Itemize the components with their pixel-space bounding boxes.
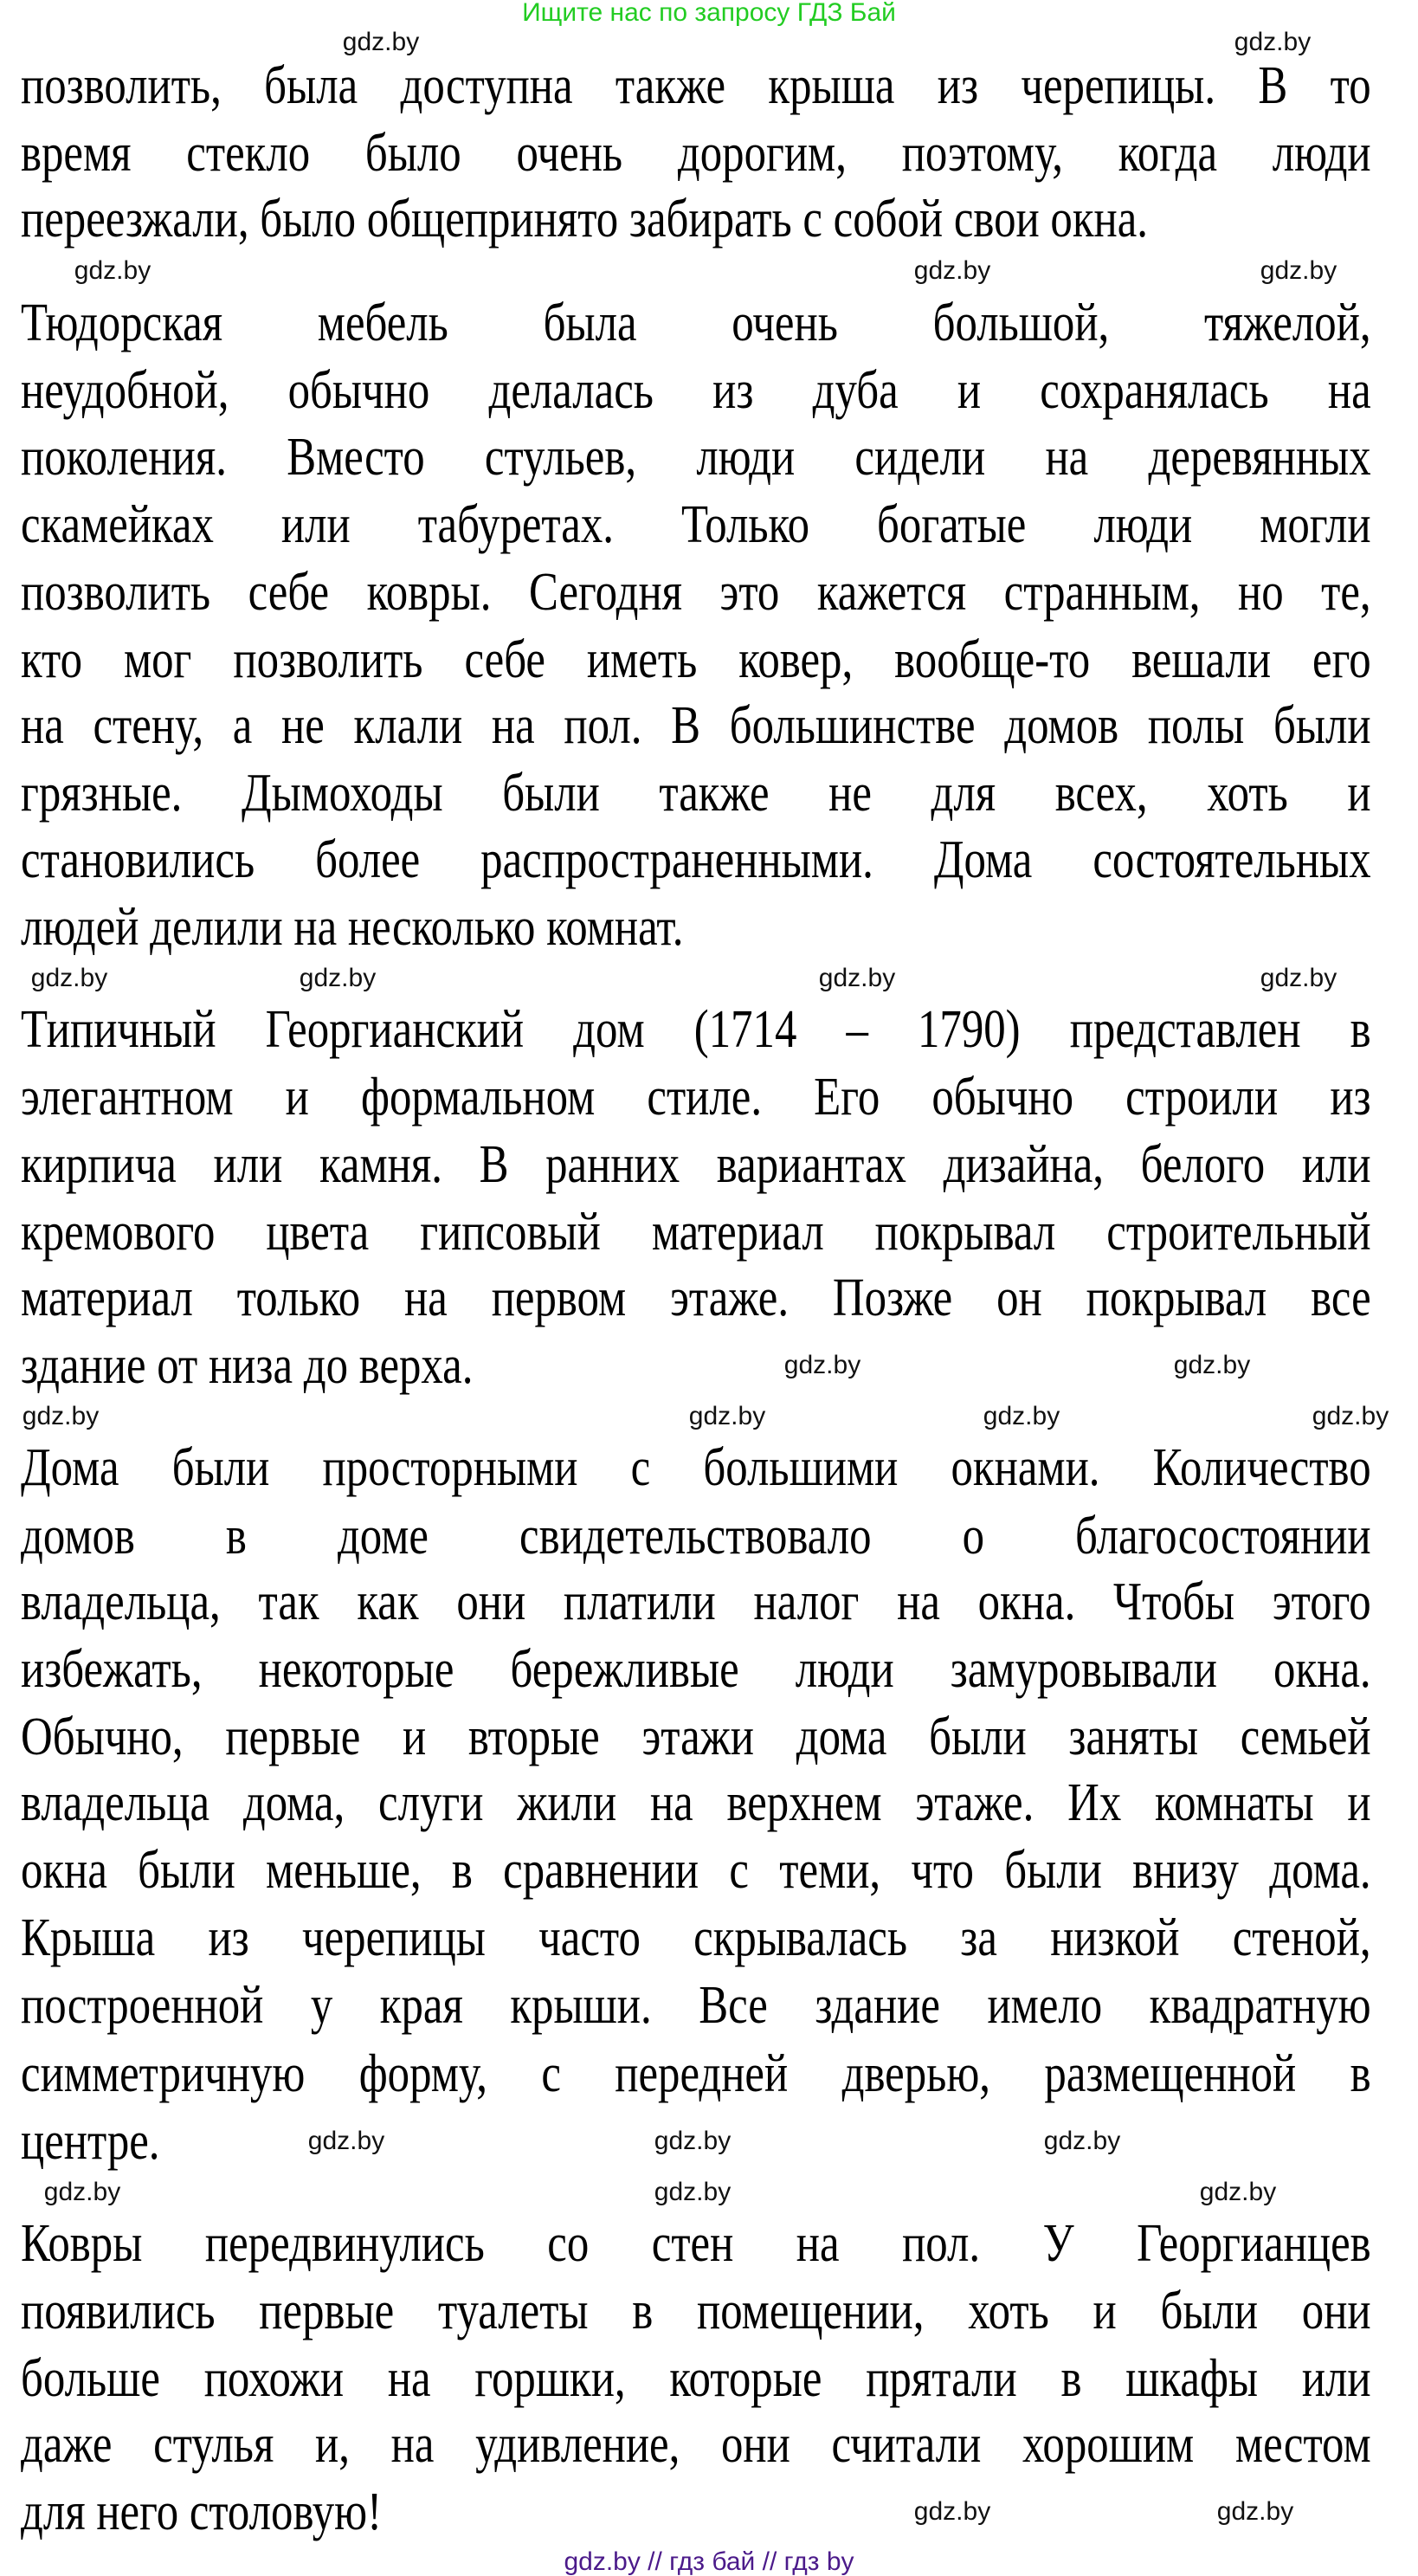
watermark: gdz.by — [1312, 1402, 1389, 1430]
watermark: gdz.by — [1234, 28, 1312, 56]
paragraph-4-line: построенной у края крыши. Все здание имело квадратную — [21, 1976, 1371, 2036]
paragraph-3-line: материал только на первом этаже. Позже он покрывал все — [21, 1269, 1371, 1328]
paragraph-4-line: владельца дома, слуги жили на верхнем этаже. Их комнаты и — [21, 1773, 1371, 1833]
watermark: gdz.by — [913, 256, 991, 285]
paragraph-2-line: позволить себе ковры. Сегодня это кажется странным, но те, — [21, 562, 1371, 622]
footer-banner: gdz.by // гдз бай // гдз by — [564, 2547, 854, 2576]
paragraph-3-line: здание от низа до верха. — [21, 1336, 474, 1396]
paragraph-2-line: на стену, а не клали на пол. В большинстве домов полы были — [21, 696, 1371, 756]
paragraph-4-line: центре. — [21, 2111, 160, 2171]
paragraph-4-line: владельца, так как они платили налог на окна. Чтобы этого — [21, 1572, 1371, 1631]
paragraph-2-line: кто мог позволить себе иметь ковер, вообще-то вешали его — [21, 630, 1371, 689]
paragraph-4-line: избежать, некоторые бережливые люди замуровывали окна. — [21, 1639, 1371, 1699]
paragraph-5-line: Ковры передвинулись со стен на пол. У Георгианцев — [21, 2213, 1371, 2273]
paragraph-2-line: грязные. Дымоходы были также не для всех, хоть и — [21, 764, 1371, 823]
watermark: gdz.by — [30, 964, 108, 992]
paragraph-2-line: людей делили на несколько комнат. — [21, 897, 684, 957]
watermark: gdz.by — [983, 1402, 1060, 1430]
paragraph-2-line: скамейках или табуретах. Только богатые люди могли — [21, 494, 1371, 554]
paragraph-2-line: становились более распространенными. Дома состоятельных — [21, 830, 1371, 889]
watermark: gdz.by — [1260, 964, 1337, 992]
watermark: gdz.by — [1043, 2127, 1121, 2155]
watermark: gdz.by — [913, 2497, 991, 2526]
paragraph-3-line: элегантном и формальном стиле. Его обычно строили из — [21, 1067, 1371, 1127]
watermark: gdz.by — [299, 964, 377, 992]
watermark: gdz.by — [74, 256, 151, 285]
watermark: gdz.by — [307, 2127, 385, 2155]
paragraph-4-line: симметричную форму, с передней дверью, размещенной в — [21, 2043, 1371, 2103]
watermark: gdz.by — [688, 1402, 766, 1430]
paragraph-4-line: домов в доме свидетельствовало о благосостоянии — [21, 1506, 1371, 1566]
paragraph-4-line: Крыша из черепицы часто скрывалась за низкой стеной, — [21, 1908, 1371, 1968]
paragraph-1-line: переезжали, было общепринято забирать с собой свои окна. — [21, 190, 1149, 249]
paragraph-2-line: неудобной, обычно делалась из дуба и сохранялась на — [21, 361, 1371, 421]
paragraph-3-line: кремового цвета гипсовый материал покрывал строительный — [21, 1203, 1371, 1262]
paragraph-3-line: кирпича или камня. В ранних вариантах дизайна, белого или — [21, 1134, 1371, 1194]
paragraph-2-line: Тюдорская мебель была очень большой, тяжелой, — [21, 294, 1371, 353]
watermark: gdz.by — [342, 28, 420, 56]
watermark: gdz.by — [1216, 2497, 1294, 2526]
watermark: gdz.by — [654, 2178, 732, 2206]
paragraph-4-line: Обычно, первые и вторые этажи дома были заняты семьей — [21, 1707, 1371, 1766]
watermark: gdz.by — [654, 2127, 732, 2155]
paragraph-4-line: окна были меньше, в сравнении с теми, что были внизу дома. — [21, 1841, 1371, 1901]
paragraph-5-line: появились первые туалеты в помещении, хоть и были они — [21, 2281, 1371, 2340]
watermark: gdz.by — [1199, 2178, 1277, 2206]
watermark: gdz.by — [22, 1402, 100, 1430]
watermark: gdz.by — [818, 964, 896, 992]
watermark: gdz.by — [783, 1351, 861, 1379]
watermark: gdz.by — [43, 2178, 121, 2206]
paragraph-5-line: больше похожи на горшки, которые прятали в шкафы или — [21, 2349, 1371, 2408]
search-banner: Ищите нас по запросу ГДЗ Бай — [522, 0, 896, 27]
paragraph-1-line: позволить, была доступна также крыша из черепицы. В то — [21, 56, 1371, 116]
watermark: gdz.by — [1260, 256, 1337, 285]
paragraph-2-line: поколения. Вместо стульев, люди сидели на деревянных — [21, 427, 1371, 487]
watermark: gdz.by — [1173, 1351, 1251, 1379]
paragraph-5-line: даже стулья и, на удивление, они считали хорошим местом — [21, 2415, 1371, 2475]
paragraph-4-line: Дома были просторными с большими окнами. Количество — [21, 1438, 1371, 1498]
paragraph-3-line: Типичный Георгианский дом (1714 – 1790) представлен в — [21, 999, 1371, 1059]
paragraph-1-line: время стекло было очень дорогим, поэтому, когда люди — [21, 124, 1371, 184]
paragraph-5-line: для него столовую! — [21, 2482, 383, 2542]
